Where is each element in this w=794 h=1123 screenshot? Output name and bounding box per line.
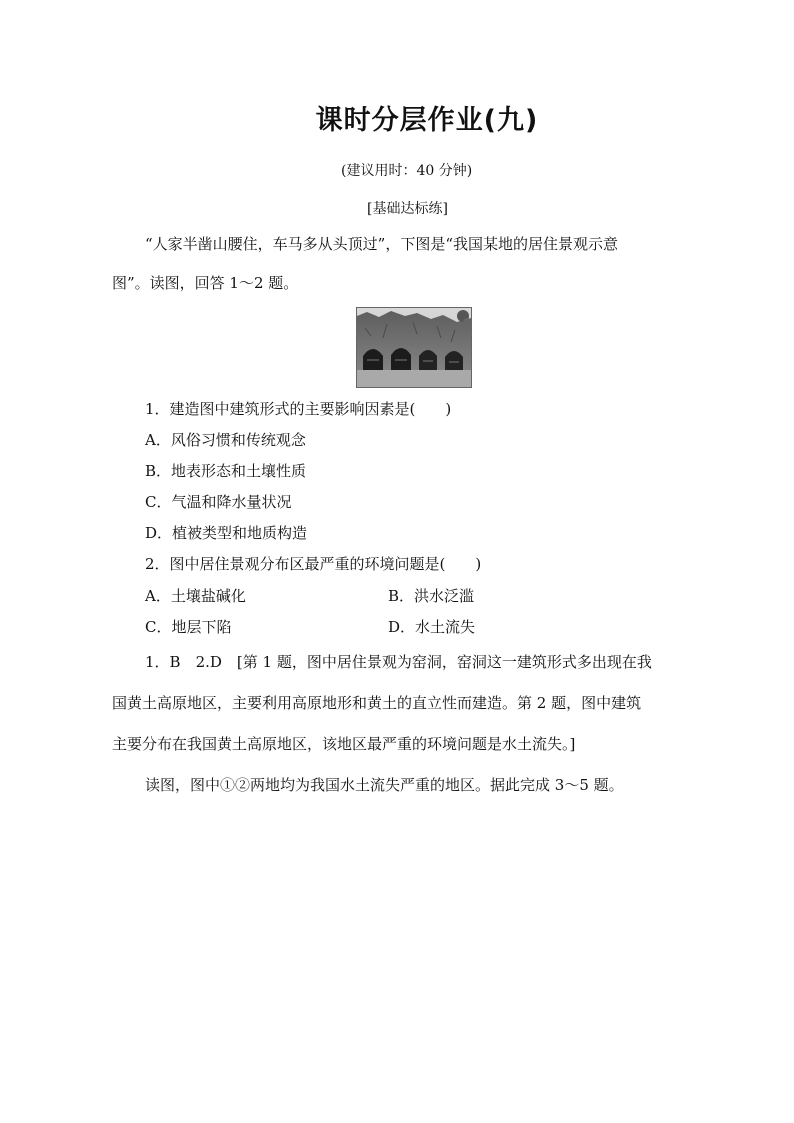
q1-option-c: C．气温和降水量状况: [145, 493, 292, 511]
answer-line-1: 1．B 2.D [第 1 题，图中居住景观为窑洞，窑洞这一建筑形式多出现在我: [145, 653, 652, 671]
q2-option-b: B．洪水泛滥: [388, 587, 475, 605]
section-heading: [基础达标练]: [367, 201, 448, 217]
cave-dwelling-photo: [356, 307, 472, 388]
answer-line-3: 主要分布在我国黄土高原地区，该地区最严重的环境问题是水土流失。]: [112, 735, 576, 753]
q1-option-a: A．风俗习惯和传统观念: [145, 431, 306, 449]
q1-option-b: B．地表形态和土壤性质: [145, 462, 307, 480]
answer-line-2: 国黄土高原地区，主要利用高原地形和黄土的直立性而建造。第 2 题，图中建筑: [112, 694, 642, 712]
next-intro: 读图，图中①②两地均为我国水土流失严重的地区。据此完成 3～5 题。: [145, 776, 624, 794]
time-note: (建议用时：40 分钟): [341, 163, 473, 179]
page-title: 课时分层作业(九): [315, 105, 539, 136]
q2-stem: 2．图中居住景观分布区最严重的环境问题是( ): [145, 555, 482, 573]
intro-line-1: “人家半凿山腰住，车马多从头顶过”，下图是“我国某地的居住景观示意: [145, 235, 619, 253]
q2-option-c: C．地层下陷: [145, 618, 232, 636]
q1-stem: 1．建造图中建筑形式的主要影响因素是( ): [145, 400, 452, 418]
intro-line-2: 图”。读图，回答 1～2 题。: [112, 274, 299, 292]
q1-option-d: D．植被类型和地质构造: [145, 524, 308, 542]
q2-option-d: D．水土流失: [388, 618, 476, 636]
q2-option-a: A．土壤盐碱化: [145, 587, 246, 605]
